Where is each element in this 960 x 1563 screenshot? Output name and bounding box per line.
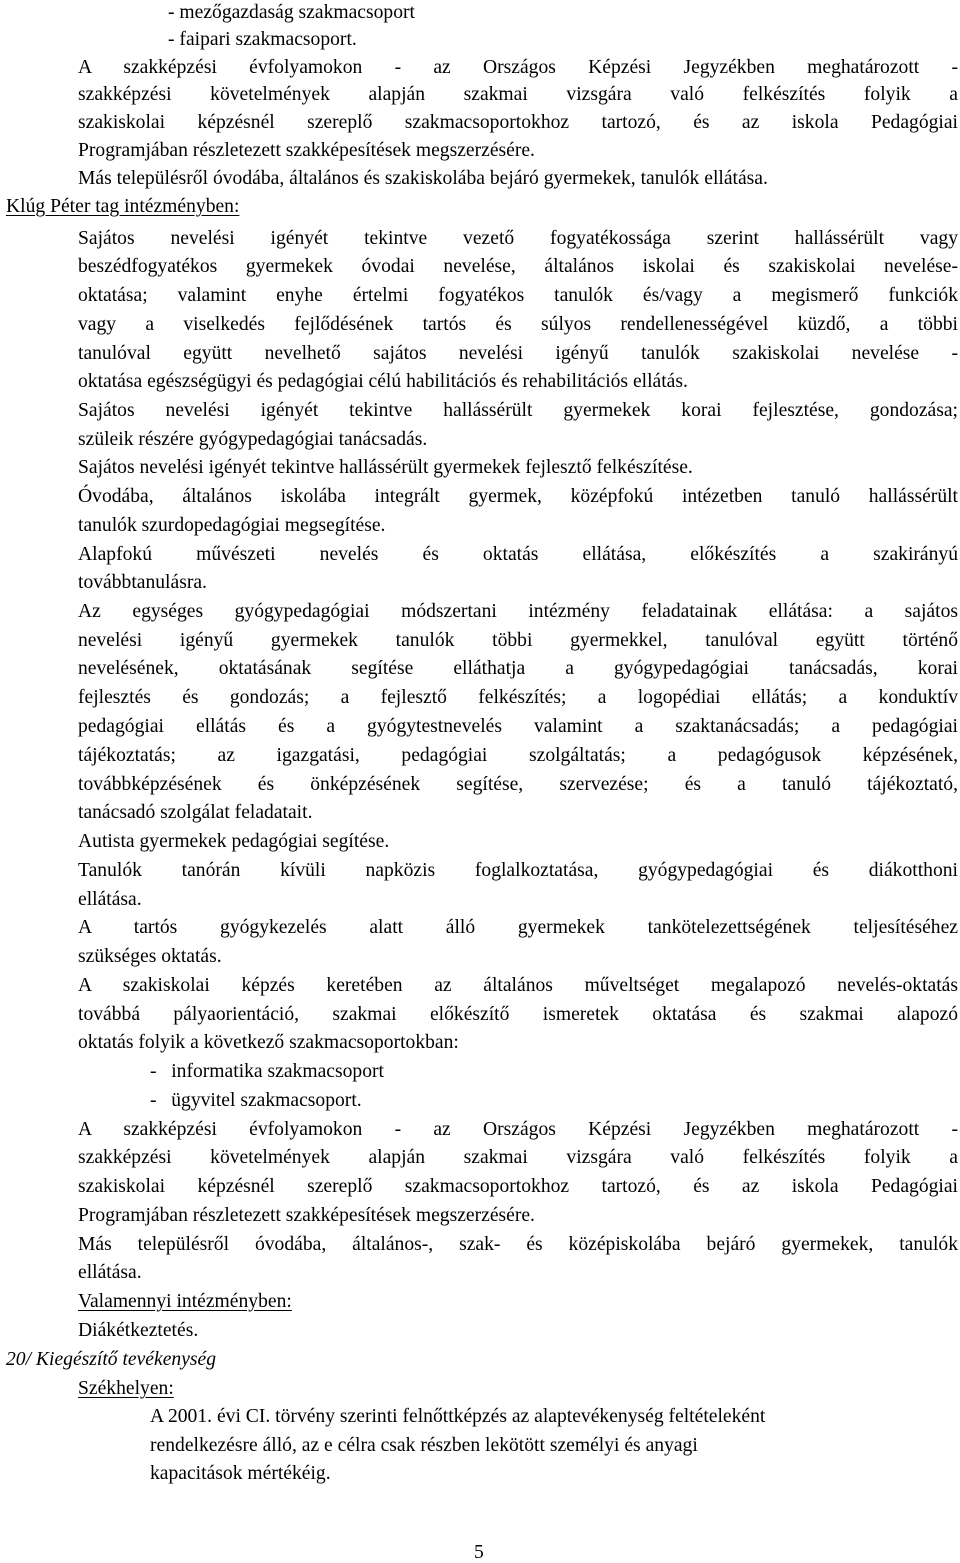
paragraph-line: Sajátos nevelési igényét tekintve vezető fogyatékossága szerint hallássérült vagy	[78, 228, 958, 249]
paragraph-line: továbbtanulásra.	[78, 572, 207, 593]
paragraph-line: Diákétkeztetés.	[78, 1320, 199, 1341]
section-heading: Valamennyi intézményben:	[78, 1291, 292, 1312]
paragraph-line: A szakképzési évfolyamokon - az Országos Képzési Jegyzékben meghatározott -	[78, 57, 958, 78]
paragraph-line: rendelkezésre álló, az e célra csak részben lekötött személyi és anyagi	[150, 1435, 698, 1456]
paragraph-line: A szakképzési évfolyamokon - az Országos Képzési Jegyzékben meghatározott -	[78, 1119, 958, 1140]
paragraph-line: oktatás folyik a következő szakmacsoportokban:	[78, 1032, 459, 1053]
paragraph-line: tanulók szurdopedagógiai megsegítése.	[78, 515, 386, 536]
paragraph-line: továbbképzésének és önképzésének segítése, szervezése; és a tanuló tájékoztató,	[78, 774, 958, 795]
section-title: 20/ Kiegészítő tevékenység	[6, 1349, 217, 1370]
paragraph-line: fejlesztés és gondozás; a fejlesztő felkészítés; a logopédiai ellátás; a konduktív	[78, 687, 958, 708]
paragraph-line: A tartós gyógykezelés alatt álló gyermekek tankötelezettségének teljesítéséhez	[78, 917, 958, 938]
paragraph-line: tájékoztatás; az igazgatási, pedagógiai szolgáltatás; a pedagógusok képzésének,	[78, 745, 958, 766]
list-item: - informatika szakmacsoport	[150, 1061, 384, 1082]
paragraph-line: vagy a viselkedés fejlődésének tartós és súlyos rendellenességével küzdő, a többi	[78, 314, 958, 335]
page-number: 5	[474, 1542, 484, 1563]
paragraph-line: beszédfogyatékos gyermekek óvodai nevelése, általános iskolai és szakiskolai nevelése-	[78, 256, 958, 277]
paragraph-line: pedagógiai ellátás és a gyógytestnevelés valamint a szaktanácsadás; a pedagógiai	[78, 716, 958, 737]
paragraph-line: Autista gyermekek pedagógiai segítése.	[78, 831, 390, 852]
paragraph-line: nevelésének, oktatásának segítése elláthatja a gyógypedagógiai tanácsadás, korai	[78, 658, 958, 679]
paragraph-line: Programjában részletezett szakképesítések megszerzésére.	[78, 140, 535, 161]
paragraph-line: ellátása.	[78, 1262, 142, 1283]
paragraph-line: Más településről óvodába, általános-, szak- és középiskolába bejáró gyermekek, tanulók	[78, 1234, 958, 1255]
paragraph-line: tanulóval együtt nevelhető sajátos nevelési igényű tanulók szakiskolai nevelése -	[78, 343, 958, 364]
paragraph-line: oktatása egészségügyi és pedagógiai célú habilitációs és rehabilitációs ellátás.	[78, 371, 688, 392]
paragraph-line: oktatása; valamint enyhe értelmi fogyatékos tanulók és/vagy a megismerő funkciók	[78, 285, 958, 306]
paragraph-line: szakiskolai képzésnél szereplő szakmacsoportokhoz tartozó, és az iskola Pedagógiai	[78, 112, 958, 133]
paragraph-line: szakképzési követelmények alapján szakmai vizsgára való felkészítés folyik a	[78, 84, 958, 105]
paragraph-line: Más településről óvodába, általános és szakiskolába bejáró gyermekek, tanulók ellátása.	[78, 168, 768, 189]
paragraph-line: Alapfokú művészeti nevelés és oktatás ellátása, előkészítés a szakirányú	[78, 544, 958, 565]
section-heading: Székhelyen:	[78, 1378, 174, 1399]
paragraph-line: Programjában részletezett szakképesítések megszerzésére.	[78, 1205, 535, 1226]
paragraph-line: Sajátos nevelési igényét tekintve hallássérült gyermekek fejlesztő felkészítése.	[78, 457, 693, 478]
list-item: - faipari szakmacsoport.	[168, 29, 357, 50]
list-item: - mezőgazdaság szakmacsoport	[168, 2, 415, 23]
paragraph-line: Sajátos nevelési igényét tekintve hallássérült gyermekek korai fejlesztése, gondozása;	[78, 400, 958, 421]
paragraph-line: nevelési igényű gyermekek tanulók többi gyermekkel, tanulóval együtt történő	[78, 630, 958, 651]
paragraph-line: A 2001. évi CI. törvény szerinti felnőttképzés az alaptevékenység feltételeként	[150, 1406, 766, 1427]
paragraph-line: szükséges oktatás.	[78, 946, 222, 967]
paragraph-line: Óvodába, általános iskolába integrált gyermek, középfokú intézetben tanuló hallássérült	[78, 486, 958, 507]
paragraph-line: Tanulók tanórán kívüli napközis foglalkoztatása, gyógypedagógiai és diákotthoni	[78, 860, 958, 881]
section-heading: Klúg Péter tag intézményben:	[6, 196, 240, 217]
paragraph-line: továbbá pályaorientáció, szakmai előkészítő ismeretek oktatása és szakmai alapozó	[78, 1004, 958, 1025]
paragraph-line: ellátása.	[78, 889, 142, 910]
list-item: - ügyvitel szakmacsoport.	[150, 1090, 362, 1111]
paragraph-line: kapacitások mértékéig.	[150, 1463, 331, 1484]
paragraph-line: tanácsadó szolgálat feladatait.	[78, 802, 313, 823]
paragraph-line: A szakiskolai képzés keretében az általános műveltséget megalapozó nevelés-oktatás	[78, 975, 958, 996]
paragraph-line: szüleik részére gyógypedagógiai tanácsadás.	[78, 429, 428, 450]
paragraph-line: Az egységes gyógypedagógiai módszertani intézmény feladatainak ellátása: a sajátos	[78, 601, 958, 622]
paragraph-line: szakiskolai képzésnél szereplő szakmacsoportokhoz tartozó, és az iskola Pedagógiai	[78, 1176, 958, 1197]
paragraph-line: szakképzési követelmények alapján szakmai vizsgára való felkészítés folyik a	[78, 1147, 958, 1168]
